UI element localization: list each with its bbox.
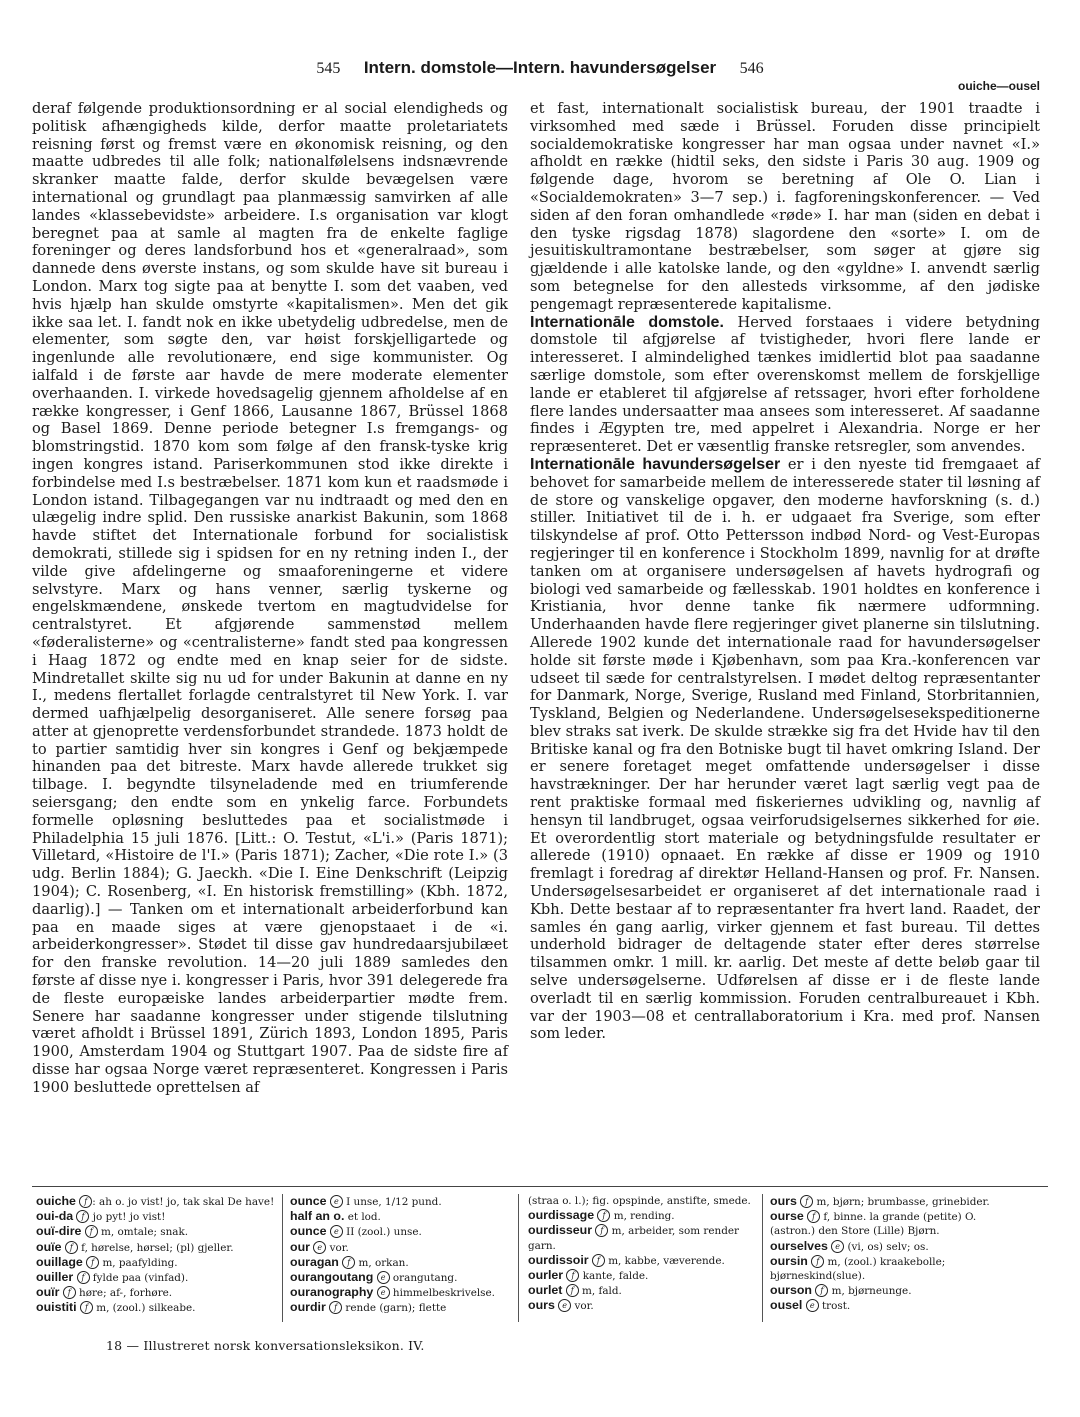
language-marker-icon: e: [377, 1271, 390, 1284]
definition: vor.: [571, 1300, 594, 1313]
definition: m, orkan.: [355, 1256, 409, 1269]
dictionary-entry: [528, 1283, 758, 1298]
language-marker-icon: f: [595, 1224, 608, 1237]
headword: ouiche: [36, 1194, 76, 1208]
headword: ours: [770, 1194, 797, 1208]
dictionary-entry: [290, 1300, 510, 1315]
headword: ouragan: [290, 1254, 339, 1269]
language-marker-icon: e: [330, 1225, 343, 1238]
dictionary-entry: [36, 1300, 276, 1315]
definition: kante, falde.: [579, 1270, 649, 1283]
headword: ourdisseur: [528, 1223, 593, 1238]
dictionary-entry: [290, 1270, 510, 1285]
headword: ousel: [770, 1298, 803, 1313]
headword: our: [290, 1239, 310, 1254]
definition: m, bjørn; brumbasse, grinebider.: [813, 1196, 990, 1208]
dictionary-column-4: [770, 1194, 1010, 1314]
entry-body: Herved forstaaes i videre betydning domstole til afgjørelse af tvistigheder, hvori flere lande er interesseret. I almindelighed tænkes imidlertid blot paa saadanne særlige domstole, som efter overenskomst mellem de forskjellige lande er etableret til afgjørelse af retssager, hvori efter forholdene flere landes undersaatter maa ansees som interesseret. Af saadanne findes i Ægypten tre, med appelret i Alexandria. Norge er her repræsenteret. Det er væsentlig franske retsregler, som anvendes.: [530, 313, 1040, 456]
language-marker-icon: f: [807, 1210, 820, 1223]
entry-body: er i den nyeste tid fremgaaet af behovet for samarbeide mellem de interesserede stater til løsning af de store og vanskelige opgaver, den moderne havforskning (s. d.) stiller. Initiativet til de i. h. er udgaaet fra Sverige, som efter tilskyndelse af prof. Otto Pettersson indbød Nord- og Vest-Europas regjeringer til en konference i Stockholm 1899, navnlig for at drøfte tanken om at organisere undersøgelsen af havets hydrografi og biologi ved samarbeide og fællesskab. 1901 holdtes en konference i Kristiania, hvor denne tanke fik nærmere udformning. Underhaanden havde flere regjeringer givet planerne sin tilslutning. Allerede 1902 kunde det internationale raad for havundersøgelser holde sit første møde i Kjøbenhavn, som paa Kra.-konferencen var udseet til sæde for centralstyrelsen. I mødet deltog repræsentanter for Danmark, Norge, Sverige, Rusland med Finland, Storbritannien, Tyskland, Belgien og Nederlandene. Undersøgelsesekspeditionerne blev straks sat iverk. De skulde strække sig fra det Hvide hav til den Britiske kanal og fra den Botniske bugt til havet omkring Island. Der er senere foretaget meget omfattende undersøgelser i disse havstrækninger. Der har herunder været lagt særlig vegt paa de rent praktiske formaal med fiskeriernes udvikling og, navnlig af hensyn til landbruget, ogsaa veirforudsigelsernes sikkerhed for øie. Et overordentlig stort materiale og betydningsfulde resultater er allerede (1910) opnaaet. En række af disse er 1909 og 1910 fremlagt i foredrag af direktør Helland-Hansen og prof. Fr. Nansen. Undersøgelsesarbeidet er organiseret af det internationale raad i Kbh. Dette bestaar af to repræsentanter fra hvert land. Raadet, der samles én gang aarlig, virker gjennem et fast bureau. Til dettes underhold bidrager de deltagende stater efter deres størrelse tilsammen omkr. 1 mill. kr. aarlig. Det meste af dette beløb gaar til selve undersøgelserne. Udførelsen af disse er i de fleste lande overladt til en særlig kommission. Foruden centralbureauet i Kbh. var der 1903—08 et centrallaboratorium i Kra. med prof. Nansen som leder.: [530, 455, 1040, 1043]
headword: ouïr: [36, 1285, 60, 1300]
language-marker-icon: f: [800, 1195, 813, 1208]
headword: ouï-dire: [36, 1224, 82, 1239]
entry-heading: Internationāle domstole.: [530, 313, 724, 331]
dictionary-entry: [36, 1224, 276, 1239]
headword: ouïe: [36, 1239, 62, 1254]
dictionary-entry: [36, 1270, 276, 1285]
headword: oursin: [770, 1253, 808, 1268]
column-divider: [518, 1194, 519, 1322]
headword: ourson: [770, 1283, 812, 1298]
headword: ourler: [528, 1268, 564, 1283]
dictionary-entry: [770, 1283, 1010, 1298]
definition: I unse, 1/12 pund.: [342, 1196, 442, 1208]
dictionary-entry: [290, 1224, 510, 1239]
headword: oui-da: [36, 1209, 74, 1224]
dictionary-entry: [770, 1194, 1010, 1209]
headword: ounce: [290, 1224, 327, 1239]
definition: rende (garn); flette: [342, 1302, 447, 1315]
left-column: [32, 100, 508, 1097]
page-footer: 18 — Illustreret norsk konversationsleksikon. IV.: [106, 1338, 425, 1353]
entry-internationale-domstole: [530, 314, 1040, 456]
language-marker-icon: f: [86, 1256, 99, 1269]
dictionary-column-3: [528, 1194, 758, 1314]
language-marker-icon: f: [76, 1210, 89, 1223]
headword: ourdissage: [528, 1208, 595, 1223]
definition: m, bjørneunge.: [828, 1285, 912, 1298]
dictionary-entry: [528, 1253, 758, 1268]
definition: høre; af-, forhøre.: [75, 1287, 173, 1300]
dictionary-entry: [528, 1268, 758, 1283]
definition: orangutang.: [389, 1272, 458, 1285]
dictionary-column-2: [290, 1194, 510, 1316]
definition: m, (zool.) silkeabe.: [92, 1302, 196, 1315]
dictionary-entry: [36, 1240, 276, 1255]
headword: ourselves: [770, 1238, 828, 1253]
definition: (straa o. l.); fig. opspinde, anstifte, smede.: [528, 1195, 751, 1207]
headword: ourdir: [290, 1300, 326, 1315]
headword: ouiller: [36, 1270, 74, 1285]
language-marker-icon: f: [597, 1209, 610, 1222]
column-divider: [282, 1194, 283, 1322]
definition: m, omtale; snak.: [97, 1226, 189, 1239]
headword: ounce: [290, 1194, 327, 1208]
language-marker-icon: e: [558, 1299, 571, 1312]
column-divider: [762, 1194, 763, 1322]
language-marker-icon: f: [65, 1241, 78, 1254]
guide-words: ouiche—ousel: [957, 79, 1040, 93]
dictionary-entry: [290, 1255, 510, 1270]
definition: m, (zool.) kraakebolle; bjørneskind(slue).: [770, 1255, 946, 1283]
page-title: Intern. domstole—Intern. havundersøgelser: [363, 58, 717, 77]
definition: f, binne. la grande (petite) O. (astron.) den Store (Lille) Bjørn.: [770, 1211, 977, 1238]
right-column-intro: et fast, internationalt socialistisk bureau, der 1901 traadte i virksomhed med sæde i Brüssel. Foruden disse principielt socialdemokratiske kongresser har man ogsaa under navnet «I.» afholdt en række (hidtil seks, den sidste i Paris 30 aug. 1909 og følgende dage, hvorom se beretning af Ole O. Lian i «Socialdemokraten» 3—7 sep.) i. fagforeningskonferencer. — Ved siden af den foran omhandlede «røde» I. har man (siden en debat i den tyske rigsdag 1878) slagordene den «sorte» I. om de jesuitiskultramontane bestræbelser, som søger at gjøre sig gjældende i alle katolske lande, og den «gyldne» I. anvendt særlig som betegnelse for den allesteds virksomme, af den jødiske pengemagt repræsenterede kapitalisme.: [530, 100, 1040, 313]
language-marker-icon: f: [566, 1269, 579, 1282]
language-marker-icon: e: [831, 1240, 844, 1253]
headword: ours: [528, 1298, 555, 1313]
headword: ourlet: [528, 1283, 563, 1298]
language-marker-icon: f: [77, 1271, 90, 1284]
definition: jo pyt! jo vist!: [89, 1211, 166, 1224]
language-marker-icon: f: [329, 1301, 342, 1314]
language-marker-icon: e: [806, 1299, 819, 1312]
dictionary-column-1: [36, 1194, 276, 1316]
language-marker-icon: e: [330, 1195, 343, 1208]
dictionary-entry: [528, 1223, 758, 1252]
headword: ourse: [770, 1209, 804, 1224]
language-marker-icon: f: [592, 1254, 605, 1267]
page-number-right: 546: [739, 60, 764, 77]
footnote-divider: [32, 1186, 1048, 1187]
dictionary-entry: [770, 1209, 1010, 1238]
definition: m, arbeider, som render garn.: [528, 1225, 739, 1252]
dictionary-entry: [290, 1240, 510, 1255]
language-marker-icon: f: [63, 1286, 76, 1299]
language-marker-icon: e: [313, 1241, 326, 1254]
dictionary-entry: [528, 1298, 758, 1313]
headword: ourdissoir: [528, 1252, 589, 1267]
running-head: [0, 58, 1080, 78]
definition: et lod.: [347, 1211, 381, 1224]
definition: fylde paa (vinfad).: [89, 1272, 189, 1285]
definition: : ah o. jo vist! jo, tak skal De have!: [92, 1196, 275, 1208]
dictionary-entry: [36, 1209, 276, 1224]
dictionary-entry: [36, 1285, 276, 1300]
language-marker-icon: f: [342, 1256, 355, 1269]
language-marker-icon: f: [811, 1255, 824, 1268]
dictionary-entry: [36, 1255, 276, 1270]
dictionary-entry: [290, 1209, 510, 1224]
definition: f, hørelse, hørsel; (pl) gjeller.: [77, 1241, 234, 1254]
definition: m, fald.: [578, 1285, 622, 1298]
dictionary-entry: [770, 1298, 1010, 1313]
dictionary-entry: [770, 1239, 1010, 1254]
language-marker-icon: e: [377, 1286, 390, 1299]
right-column: [530, 100, 1040, 1043]
language-marker-icon: f: [566, 1284, 579, 1297]
headword: ouillage: [36, 1254, 83, 1269]
page-number-left: 545: [316, 60, 341, 77]
language-marker-icon: f: [79, 1195, 92, 1208]
dictionary-entry: [770, 1254, 1010, 1283]
definition: himmelbeskrivelse.: [389, 1287, 495, 1300]
headword: ouranography: [290, 1285, 374, 1300]
definition: II (zool.) unse.: [342, 1226, 422, 1239]
headword: ourangoutang: [290, 1270, 374, 1285]
headword: half an o.: [290, 1209, 345, 1224]
dictionary-entry: [290, 1285, 510, 1300]
headword: ouistiti: [36, 1300, 77, 1315]
definition: m, paafylding.: [99, 1256, 178, 1269]
language-marker-icon: f: [85, 1225, 98, 1238]
entry-internationale-havundersogelser: [530, 456, 1040, 1043]
definition: (vi, os) selv; os.: [844, 1240, 929, 1253]
dictionary-entry: [528, 1208, 758, 1223]
definition: trost.: [818, 1300, 851, 1313]
language-marker-icon: f: [815, 1284, 828, 1297]
definition: vor.: [326, 1241, 349, 1254]
dictionary-entry: [528, 1194, 758, 1208]
definition: m, rending.: [610, 1210, 675, 1223]
dictionary-entry: [36, 1194, 276, 1209]
left-column-text: deraf følgende produktionsordning er al social elendigheds og politisk afhængigheds kilde, derfor maatte proletariatets reisning først og fremst være en økonomisk reisning, og den maatte udbredes til alle folk; nationalfølelsens indsnævrende skranker maatte falde, derfor skulde bevægelsen være international og grundlagt paa planmæssig samvirken af alle landes «klassebevidste» arbeidere. I.s organisation var klogt beregnet paa at samle al magten fra de enkelte faglige foreninger og deres landsforbund hos et «generalraad», som dannede dens øverste instans, og som skulde have sit bureau i London. Marx tog sigte paa at benytte I. som det vaaben, ved hvis hjælp han skulde omstyrte «kapitalismen». Men det gik ikke saa let. I. fandt nok en ikke ubetydelig udbredelse, men de elementer, som søgte den, var høist forskjelligartede og ingenlunde alle revolutionære, end sige kommunister. Og ialfald i de første aar havde de mere moderate elementer overhaanden. I. virkede hovedsagelig gjennem afholdelse af en række kongresser, i Genf 1866, Lausanne 1867, Brüssel 1868 og Basel 1869. Denne periode betegner I.s fremgangs- og blomstringstid. 1870 kom som følge af den fransk-tyske krig ingen kongres istand. Pariserkommunen stod ikke direkte i forbindelse med I.s bestræbelser. 1871 kom kun et raadsmøde i London istand. Tilbagegangen var nu indtraadt og med den en ulægelig indre splid. Den russiske anarkist Bakunin, som 1868 havde stiftet det Internationale forbund for socialistisk demokrati, stillede sig i spidsen for en ny retning inden I., der vilde give afdelingerne og smaaforeningerne et videre selvstyre. Marx og hans venner, særlig tyskerne og engelskmændene, ønskede tvertom en magtudvidelse for centralstyret. Et afgjørende sammenstød mellem «føderalisterne» og «centralisterne» fandt sted paa kongressen i Haag 1872 og endte med en knap seier for de sidste. Mindretallet skilte sig nu ud for under Bakunin at danne en ny I., medens flertallet forlagde centralstyret til New York. I. var dermed uafhjælpelig desorganiseret. Alle senere forsøg paa atter at gjenoprette verdensforbundet strandede. 1873 holdt de to partier samtidig hver sin kongres i Genf og bekjæmpede hinanden paa det bitreste. Marx havde allerede trukket sig tilbage. I. begyndte tilsyneladende med en triumferende seiersgang; den endte som en ynkelig farce. Forbundets formelle opløsning besluttedes paa et socialistmøde i Philadelphia 15 juli 1876. [Litt.: O. Testut, «L'i.» (Paris 1871); Villetard, «Histoire de l'I.» (Paris 1871); Zacher, «Die rote I.» (3 udg. Berlin 1884); G. Jaeckh. «Die I. Eine Denkschrift (Leipzig 1904); C. Rosenberg, «I. En historisk fremstilling» (Kbh. 1872, daarlig).] — Tanken om et internationalt arbeiderforbund kan paa en maade siges at være gjenopstaaet i de «i. arbeiderkongresser». Stødet til disse gav hundredaarsjubilæet for den franske revolution. 14—20 juli 1889 samledes den første af disse nye i. kongresser i Paris, hvor 391 delegerede fra de fleste europæiske landes arbeiderpartier mødte frem. Senere har saadanne kongresser under stigende tilslutning været afholdt i Brüssel 1891, Zürich 1893, London 1895, Paris 1900, Amsterdam 1904 og Stuttgart 1907. Paa de sidste fire af disse har ogsaa Norge været repræsenteret. Kongressen i Paris 1900 besluttede oprettelsen af: [32, 100, 508, 1096]
entry-heading: Internationāle havundersøgelser: [530, 455, 781, 473]
language-marker-icon: f: [80, 1301, 93, 1314]
definition: m, kabbe, væverende.: [604, 1254, 725, 1267]
dictionary-entry: [290, 1194, 510, 1209]
